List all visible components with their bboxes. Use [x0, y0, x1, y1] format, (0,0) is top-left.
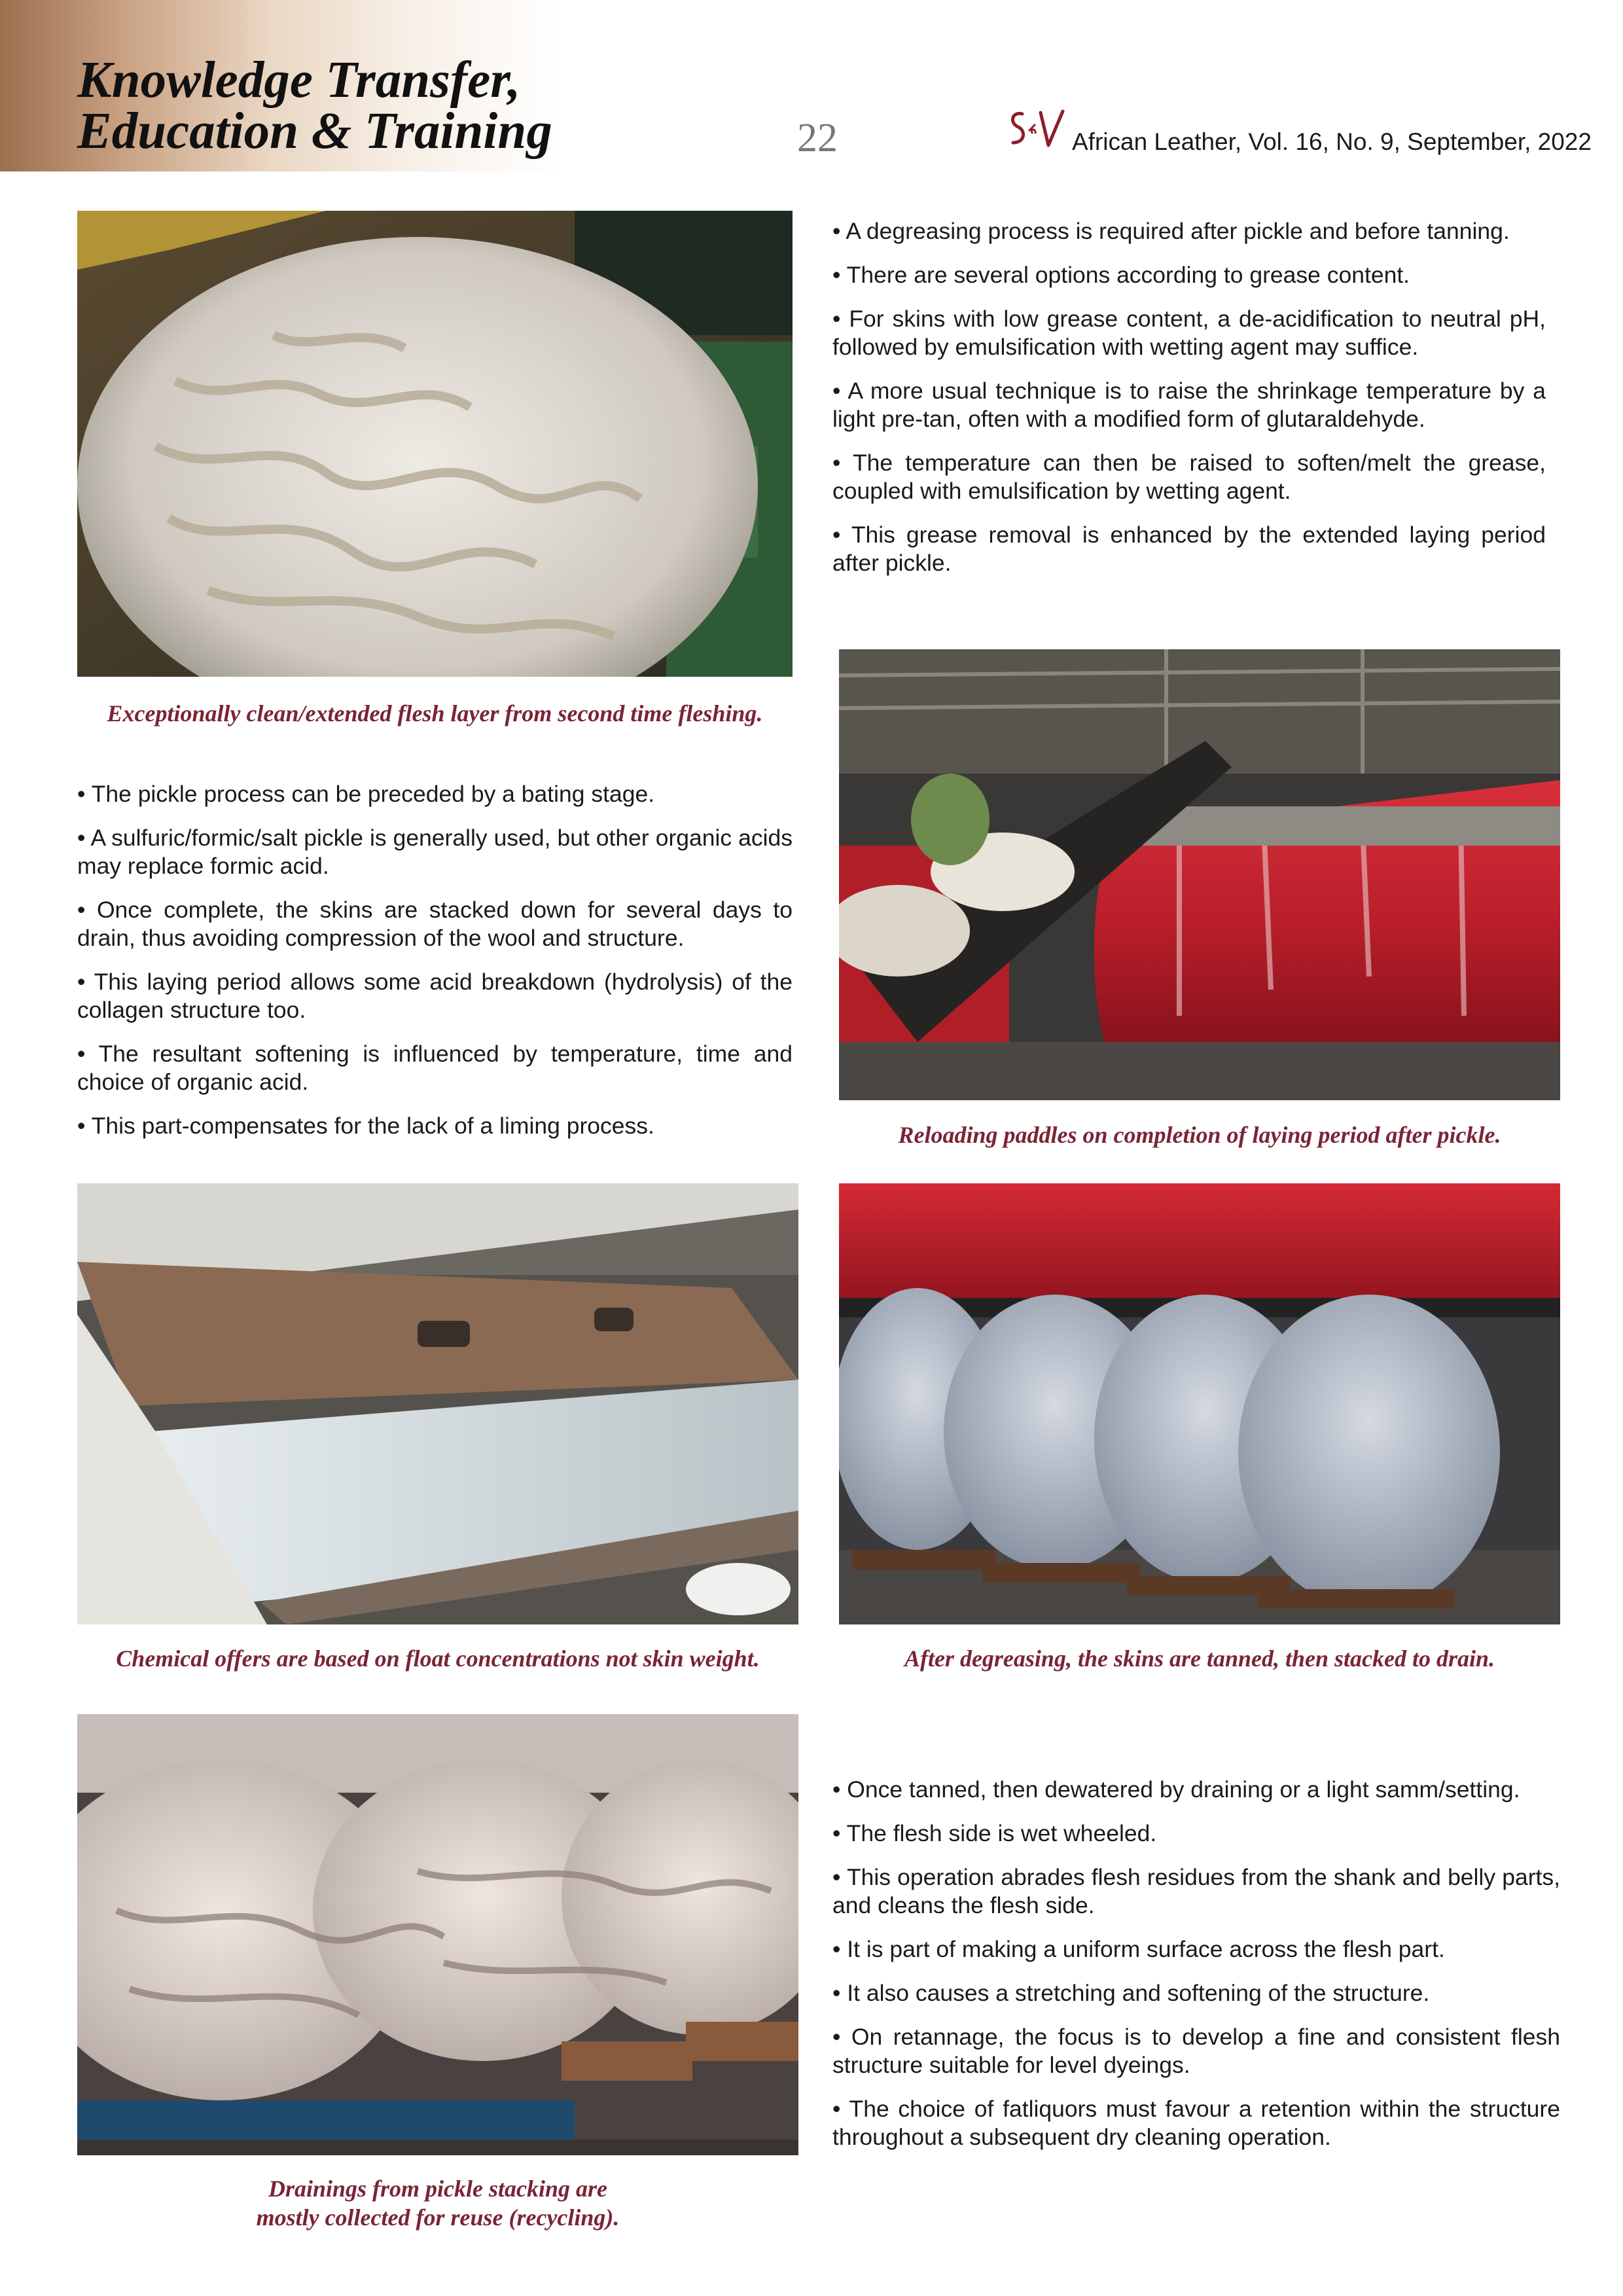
section-title: [77, 52, 552, 160]
list-item: • It also causes a stretching and softening of the structure.: [832, 1979, 1560, 2007]
list-item: • Once tanned, then dewatered by draining or a light samm/setting.: [832, 1776, 1560, 1804]
s-and-v-logo-icon: [1003, 105, 1068, 157]
list-item: • There are several options according to grease content.: [832, 261, 1546, 289]
flesh-layer-photo: [77, 211, 793, 677]
list-item: • A degreasing process is required after pickle and before tanning.: [832, 217, 1546, 245]
chemical-offers-caption: Chemical offers are based on float concentrations not skin weight.: [116, 1645, 760, 1672]
flesh-layer-caption: Exceptionally clean/extended flesh layer from second time fleshing.: [107, 700, 763, 726]
list-item: • Once complete, the skins are stacked down for several days to drain, thus avoiding compression of the wool and structure.: [77, 896, 793, 952]
chemical-offers-photo: [77, 1183, 798, 1624]
drainings-caption-line1: Drainings from pickle stacking are: [268, 2176, 608, 2202]
list-item: • The temperature can then be raised to soften/melt the grease, coupled with emulsification by wetting agent.: [832, 449, 1546, 505]
list-item: • It is part of making a uniform surface across the flesh part.: [832, 1935, 1560, 1964]
drainings-caption-line2: mostly collected for reuse (recycling).: [256, 2204, 620, 2231]
tanned-stacked-caption: After degreasing, the skins are tanned, then stacked to drain.: [904, 1645, 1495, 1672]
section-title-line2: Education & Training: [77, 103, 552, 160]
list-item: • The flesh side is wet wheeled.: [832, 1820, 1560, 1848]
tanned-stacked-photo: [839, 1183, 1560, 1624]
list-item: • The resultant softening is influenced by temperature, time and choice of organic acid.: [77, 1040, 793, 1096]
journal-info: African Leather, Vol. 16, No. 9, September, 2022: [1072, 128, 1592, 155]
degreasing-bullets: [832, 217, 1546, 593]
pickle-bullets: [77, 780, 793, 1156]
page-number: 22: [797, 116, 838, 160]
tanning-bullets: [832, 1776, 1560, 2167]
list-item: • A sulfuric/formic/salt pickle is generally used, but other organic acids may replace formic acid.: [77, 824, 793, 880]
list-item: • This grease removal is enhanced by the extended laying period after pickle.: [832, 521, 1546, 577]
list-item: • On retannage, the focus is to develop a fine and consistent flesh structure suitable for level dyeings.: [832, 2023, 1560, 2079]
list-item: • A more usual technique is to raise the shrinkage temperature by a light pre-tan, often with a modified form of glutaraldehyde.: [832, 377, 1546, 433]
reloading-paddles-photo: [839, 649, 1560, 1100]
list-item: • For skins with low grease content, a de-acidification to neutral pH, followed by emulsification with wetting agent may suffice.: [832, 305, 1546, 361]
list-item: • This laying period allows some acid breakdown (hydrolysis) of the collagen structure too.: [77, 968, 793, 1024]
list-item: • This operation abrades flesh residues from the shank and belly parts, and cleans the flesh side.: [832, 1863, 1560, 1920]
list-item: • This part-compensates for the lack of a liming process.: [77, 1112, 793, 1140]
section-title-line1: Knowledge Transfer,: [77, 52, 521, 109]
reloading-paddles-caption: Reloading paddles on completion of laying period after pickle.: [898, 1122, 1501, 1148]
drainings-photo: [77, 1714, 798, 2155]
list-item: • The choice of fatliquors must favour a retention within the structure throughout a subsequent dry cleaning operation.: [832, 2095, 1560, 2151]
list-item: • The pickle process can be preceded by a bating stage.: [77, 780, 793, 808]
drainings-caption: [77, 2174, 798, 2232]
